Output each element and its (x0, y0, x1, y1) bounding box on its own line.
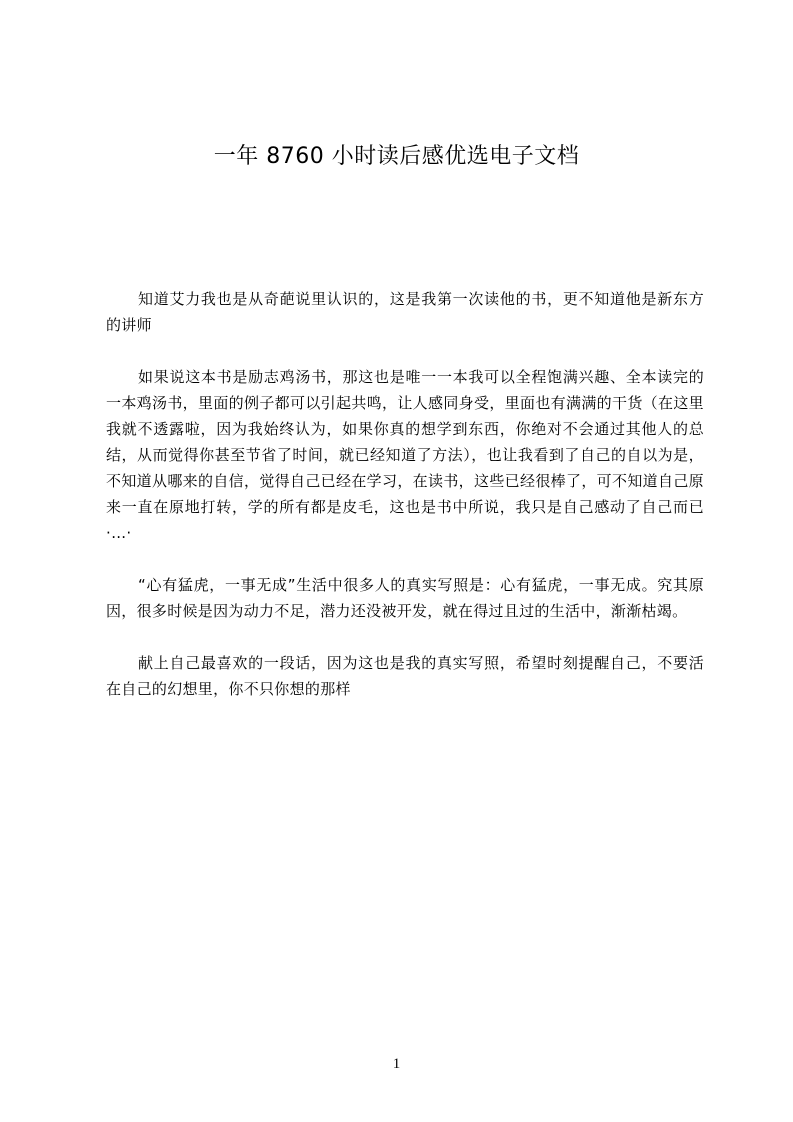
paragraph-4: 献上自己最喜欢的一段话，因为这也是我的真实写照，希望时刻提醒自己，不要活在自己的幻想里，你不只你想的那样 (106, 654, 704, 698)
paragraph-1: 知道艾力我也是从奇葩说里认识的，这是我第一次读他的书，更不知道他是新东方的讲师 (106, 290, 704, 334)
page-number: 1 (392, 1056, 401, 1072)
paragraph-3: “心有猛虎，一事无成”生活中很多人的真实写照是：心有猛虎，一事无成。究其原因，很多时候是因为动力不足，潜力还没被开发，就在得过且过的生活中，渐渐枯竭。 (106, 576, 704, 620)
paragraph-2: 如果说这本书是励志鸡汤书，那这也是唯一一本我可以全程饱满兴趣、全本读完的一本鸡汤书，里面的例子都可以引起共鸣，让人感同身受，里面也有满满的干货（在这里我就不透露啦，因为我始终认为，如果你真的想学到东西，你绝对不会通过其他人的总结，从而觉得你甚至节省了时间，就已经知道了方法），也让我看到了自己的自以为是，不知道从哪来的自信，觉得自己已经在学习，在读书，这些已经很棒了，可不知道自己原来一直在原地打转，学的所有都是皮毛，这也是书中所说，我只是自己感动了自己而已·…· (106, 368, 704, 542)
document-body (106, 286, 704, 728)
document-title: 一年 8760 小时读后感优选电子文档 (213, 144, 580, 169)
